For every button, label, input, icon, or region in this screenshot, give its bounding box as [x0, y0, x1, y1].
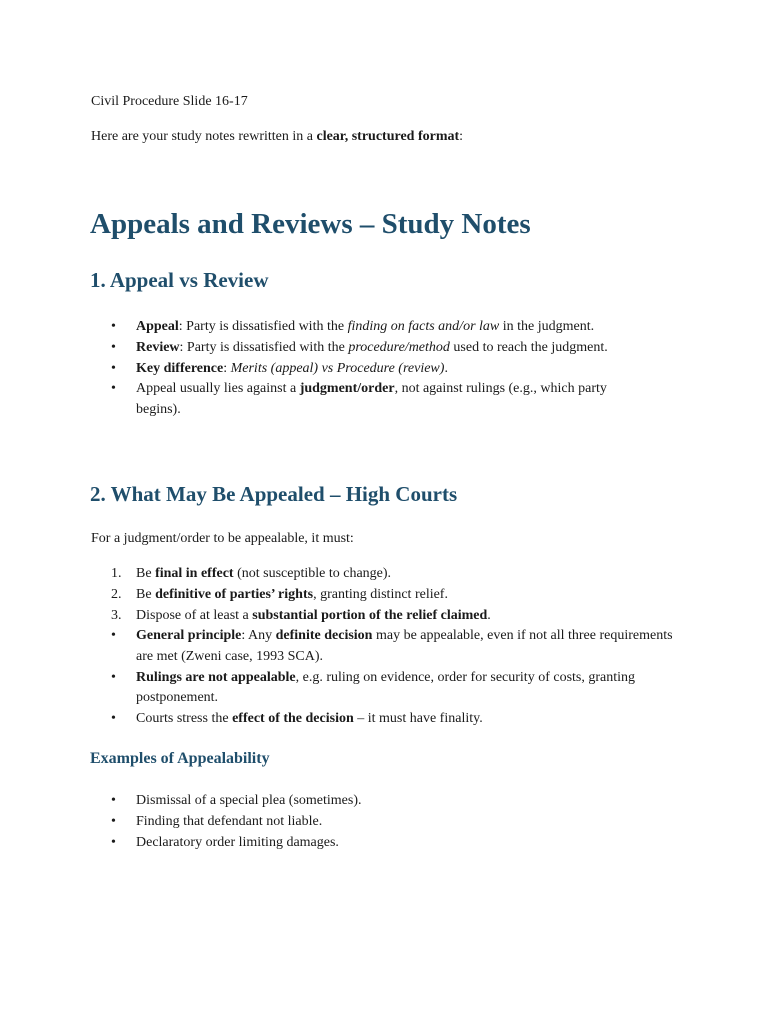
list-item: • Appeal usually lies against a judgment/order, not against rulings (e.g., which party begins).: [111, 381, 607, 418]
appealable-principles-list: [91, 626, 681, 730]
course-title: Civil Procedure Slide 16-17: [91, 94, 248, 109]
appealable-requirements-list: [91, 564, 691, 626]
page-title: Appeals and Reviews – Study Notes: [90, 208, 531, 240]
intro-sentence: Here are your study notes rewritten in a clear, structured format:: [91, 129, 464, 144]
examples-list: [91, 791, 691, 853]
section-heading-what-may-be-appealed: 2. What May Be Appealed – High Courts: [90, 482, 458, 506]
appeal-vs-review-list: [91, 317, 691, 421]
list-item: 1. Be final in effect (not susceptible to change).: [111, 566, 392, 581]
list-item: • Declaratory order limiting damages.: [111, 834, 339, 850]
section-heading-examples: Examples of Appealability: [90, 750, 270, 767]
list-item: • Key difference: Merits (appeal) vs Procedure (review).: [111, 360, 448, 376]
list-item: • Rulings are not appealable, e.g. ruling on evidence, order for security of costs, granting postponement.: [111, 669, 636, 706]
list-item: • Finding that defendant not liable.: [111, 813, 323, 829]
list-item: 3. Dispose of at least a substantial portion of the relief claimed.: [111, 607, 491, 623]
list-item: • Appeal: Party is dissatisfied with the finding on facts and/or law in the judgment.: [111, 319, 595, 334]
appealable-lead: For a judgment/order to be appealable, it must:: [91, 531, 354, 546]
list-item: • Review: Party is dissatisfied with the procedure/method used to reach the judgment.: [111, 339, 608, 355]
list-item: • Dismissal of a special plea (sometimes).: [111, 793, 362, 808]
list-item: 2. Be definitive of parties’ rights, granting distinct relief.: [111, 586, 448, 602]
list-item: • Courts stress the effect of the decision – it must have finality.: [111, 711, 483, 727]
section-heading-appeal-vs-review: 1. Appeal vs Review: [90, 268, 269, 292]
list-item: • General principle: Any definite decision may be appealable, even if not all three requirements are met (Zweni case, 1993 SCA).: [111, 628, 673, 664]
